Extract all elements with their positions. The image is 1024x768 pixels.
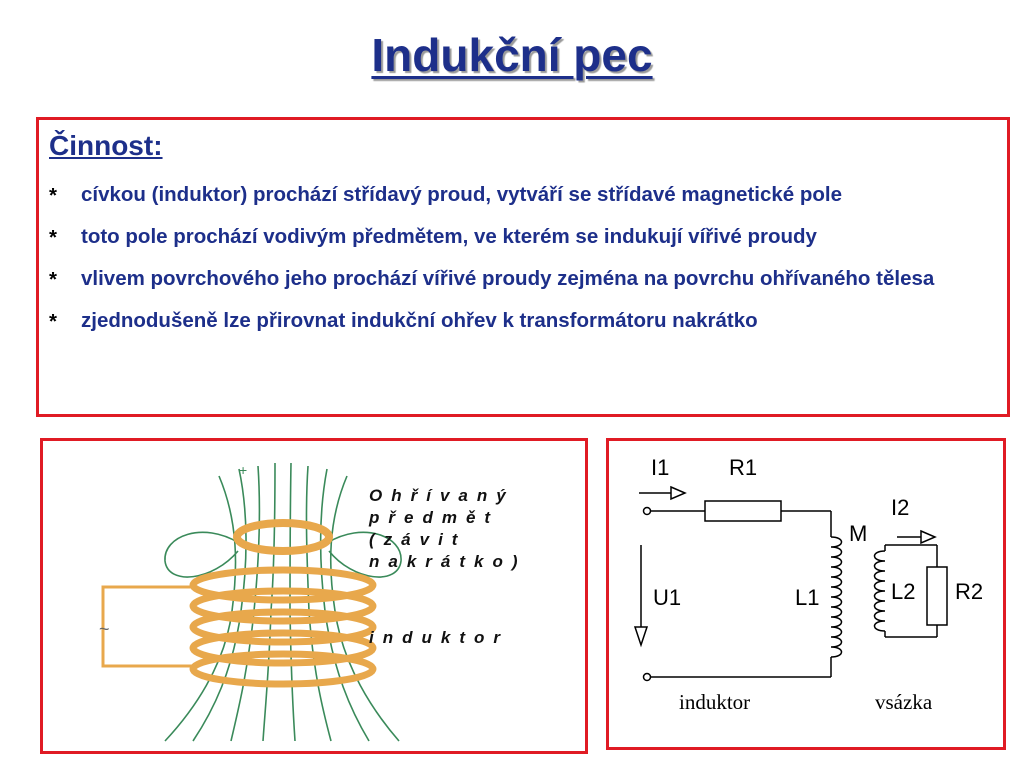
bullet-marker: *	[49, 184, 57, 207]
label-m: M	[849, 521, 868, 546]
inductor-l1	[831, 537, 842, 657]
ac-symbol: ~	[99, 619, 110, 639]
inductor-label: induktor	[369, 628, 509, 647]
caption-inductor: induktor	[679, 690, 751, 714]
bullet-marker: *	[49, 226, 57, 249]
resistor-r2	[927, 567, 947, 625]
label-r1: R1	[729, 455, 758, 480]
equivalent-circuit	[609, 441, 1003, 747]
label-l2: L2	[891, 579, 916, 604]
terminal-top	[644, 508, 651, 515]
list-item: * zjednodušeně lze přirovnat indukční ohřev k transformátoru nakrátko	[49, 306, 999, 336]
bullet-list	[49, 180, 999, 348]
heated-object-ring	[237, 523, 329, 551]
label-r2: R2	[955, 579, 984, 604]
activity-panel	[36, 117, 1010, 417]
inductor-coil	[193, 570, 373, 684]
bullet-marker: *	[49, 268, 57, 291]
caption-charge: vsázka	[875, 690, 933, 714]
label-i1: I1	[651, 455, 670, 480]
terminal-bottom	[644, 674, 651, 681]
label-u1: U1	[653, 585, 682, 610]
heated-object-label: Ohřívaný předmět (závit nakrátko)	[369, 486, 527, 571]
list-item: * vlivem povrchového jeho prochází vířivé proudy zejména na povrchu ohřívaného tělesa	[49, 264, 999, 294]
page-title: Indukční pec	[371, 29, 653, 81]
list-item: * cívkou (induktor) prochází střídavý proud, vytváří se střídavé magnetické pole	[49, 180, 999, 210]
label-l1: L1	[795, 585, 820, 610]
supply-wires	[103, 587, 193, 666]
plus-symbol: +	[239, 462, 248, 478]
list-item: * toto pole prochází vodivým předmětem, ve kterém se indukují vířivé proudy	[49, 222, 999, 252]
bullet-marker: *	[49, 310, 57, 333]
coil-figure-panel	[40, 438, 588, 754]
label-i2: I2	[891, 495, 910, 520]
resistor-r1	[705, 501, 781, 521]
circuit-panel	[606, 438, 1006, 750]
inductor-l2	[875, 551, 886, 631]
section-heading: Činnost:	[49, 130, 163, 161]
